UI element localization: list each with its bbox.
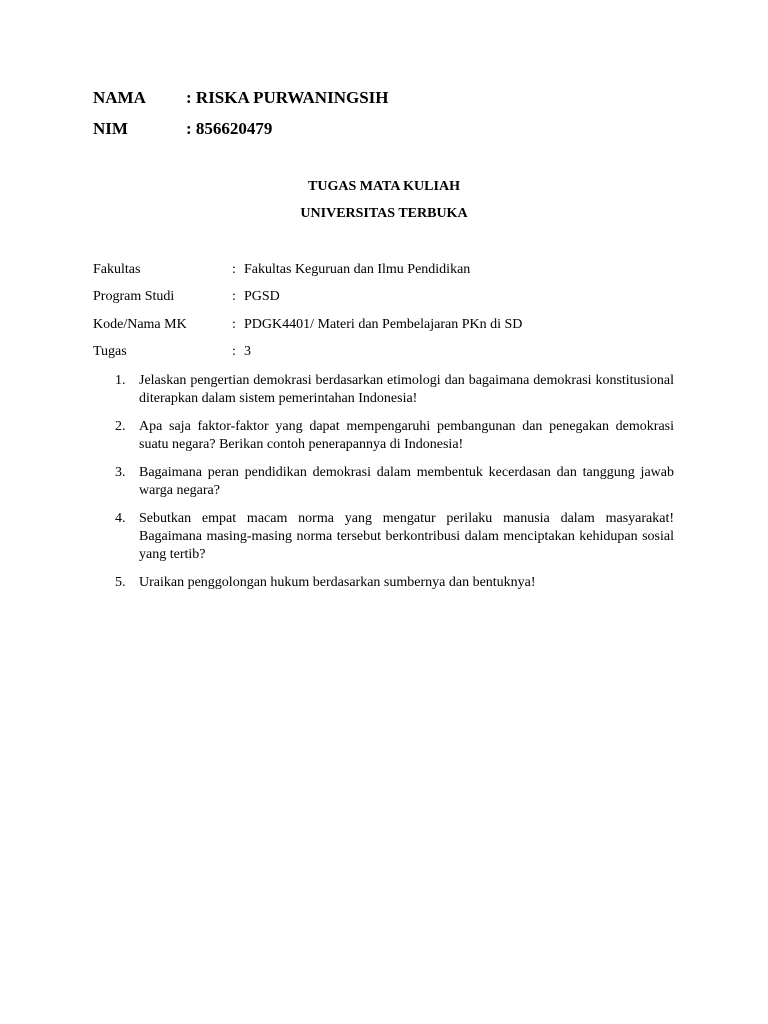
name-value: : RISKA PURWANINGSIH	[186, 88, 389, 107]
info-value: PDGK4401/ Materi dan Pembelajaran PKn di SD	[244, 317, 523, 332]
info-separator: :	[232, 317, 236, 332]
question-list	[93, 372, 674, 602]
info-row-tugas	[93, 343, 251, 361]
info-separator: :	[232, 344, 236, 359]
name-label: NAMA	[93, 88, 146, 107]
course-heading: TUGAS MATA KULIAH	[308, 179, 460, 194]
info-row-fakultas	[93, 261, 470, 279]
info-row-kode-mk	[93, 316, 522, 334]
question-text: Jelaskan pengertian demokrasi berdasarkan etimologi dan bagaimana demokrasi konstitusional diterapkan dalam sistem pemerintahan Indonesia!	[139, 373, 674, 406]
question-number: 4.	[115, 511, 126, 526]
question-number: 1.	[115, 373, 126, 388]
question-number: 5.	[115, 575, 126, 590]
info-separator: :	[232, 289, 236, 304]
question-number: 3.	[115, 465, 126, 480]
question-text: Apa saja faktor-faktor yang dapat mempengaruhi pembangunan dan penegakan demokrasi suatu negara? Berikan contoh penerapannya di Indonesia!	[139, 419, 674, 452]
info-label: Fakultas	[93, 262, 141, 277]
info-value: PGSD	[244, 289, 280, 304]
name-row	[93, 88, 389, 108]
nim-label: NIM	[93, 119, 128, 138]
question-item	[93, 574, 674, 592]
question-item	[93, 418, 674, 454]
question-item	[93, 464, 674, 500]
info-value: 3	[244, 344, 251, 359]
nim-value: : 856620479	[186, 119, 273, 138]
question-number: 2.	[115, 419, 126, 434]
info-value: Fakultas Keguruan dan Ilmu Pendidikan	[244, 262, 471, 277]
question-text: Uraikan penggolongan hukum berdasarkan sumbernya dan bentuknya!	[139, 575, 536, 590]
question-item	[93, 510, 674, 564]
info-row-program-studi	[93, 288, 280, 306]
question-item	[93, 372, 674, 408]
question-text: Bagaimana peran pendidikan demokrasi dalam membentuk kecerdasan dan tanggung jawab warga negara?	[139, 465, 674, 498]
info-label: Tugas	[93, 344, 127, 359]
info-label: Program Studi	[93, 289, 175, 304]
nim-row	[93, 119, 272, 139]
question-text: Sebutkan empat macam norma yang mengatur perilaku manusia dalam masyarakat! Bagaimana masing-masing norma tersebut berkontribusi dalam menciptakan kehidupan sosial yang tertib?	[139, 511, 674, 562]
university-heading: UNIVERSITAS TERBUKA	[300, 206, 468, 221]
info-separator: :	[232, 262, 236, 277]
info-label: Kode/Nama MK	[93, 317, 187, 332]
